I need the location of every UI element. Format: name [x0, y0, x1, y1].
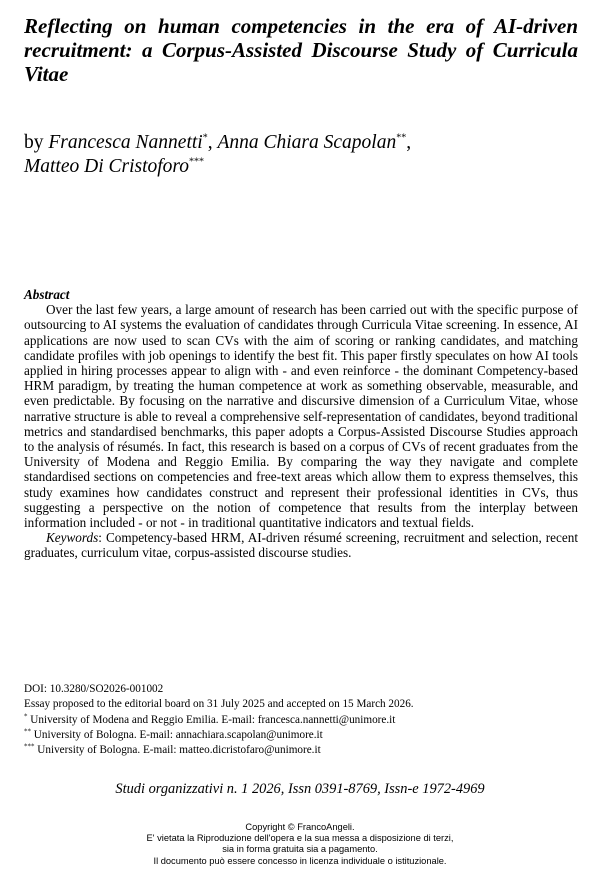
article-metadata	[24, 682, 578, 758]
copyright-line: Copyright © FrancoAngeli.	[245, 822, 355, 832]
keywords-paragraph	[24, 530, 578, 560]
affiliation-mark: *	[24, 711, 28, 720]
affiliation	[24, 728, 578, 743]
copyright-line: Il documento può essere concesso in licenza individuale o istituzionale.	[153, 855, 447, 866]
copyright-notice	[0, 822, 600, 867]
affiliation	[24, 713, 578, 728]
author-separator: ,	[406, 132, 412, 153]
affiliation-mark: **	[24, 727, 31, 736]
abstract-section	[24, 287, 578, 561]
paper-title: Reflecting on human competencies in the era of AI-driven recruitment: a Corpus-Assisted Discourse Study of Curricula Vitae	[24, 14, 578, 86]
author-name: Francesca Nannetti	[48, 132, 203, 153]
affiliation-text: University of Bologna. E-mail: annachiara.scapolan@unimore.it	[31, 728, 323, 741]
journal-citation: Studi organizzativi n. 1 2026, Issn 0391-8769, Issn-e 1972-4969	[115, 781, 485, 797]
doi: DOI: 10.3280/SO2026-001002	[24, 683, 164, 695]
abstract-heading: Abstract	[24, 287, 70, 302]
author-mark: **	[396, 132, 407, 144]
author-mark: ***	[189, 156, 205, 168]
affiliation	[24, 743, 578, 758]
author-separator: ,	[207, 132, 218, 153]
author-mark: *	[202, 132, 208, 144]
affiliation-mark: ***	[24, 742, 35, 751]
copyright-line: sia in forma gratuita sia a pagamento.	[222, 844, 378, 855]
affiliation-text: University of Modena and Reggio Emilia. E-mail: francesca.nannetti@unimore.it	[27, 713, 396, 726]
author-byline	[24, 131, 578, 179]
keywords-list: : Competency-based HRM, AI-driven résumé screening, recruitment and selection, recent graduates, curriculum vitae, corpus-assisted discourse studies.	[24, 530, 578, 561]
affiliation-text: University of Bologna. E-mail: matteo.dicristofaro@unimore.it	[34, 744, 321, 757]
keywords-label: Keywords	[46, 530, 99, 546]
byline-prefix: by	[24, 132, 44, 153]
author-name: Anna Chiara Scapolan	[217, 132, 397, 153]
copyright-line: E' vietata la Riproduzione dell'opera e la sua messa a disposizione di terzi,	[146, 833, 454, 844]
abstract-text: Over the last few years, a large amount of research has been carried out with the specific purpose of outsourcing to AI systems the evaluation of candidates through Curricula Vitae screening. In essence, AI applications are now used to scan CVs with the aim of scoring or ranking candidates, and matching candidate profiles with job openings to identify the best fit. This paper firstly speculates on how AI tools applied in hiring processes appear to align with - and even reinforce - the dominant Competency-based HRM paradigm, by treating the human competence at work as something observable, measurable, and even predictable. By focusing on the narrative and discursive dimension of a Curriculum Vitae, whose narrative structure is able to reveal a comprehensive self-representation of candidates, beyond traditional metrics and standardised benchmarks, this paper adopts a Corpus-Assisted Discourse Studies approach to the analysis of résumés. In fact, this research is based on a corpus of CVs of recent graduates from the University of Modena and Reggio Emilia. By comparing the way they navigate and complete standardised sections on competencies and free-text areas which allow them to express themselves, this study examines how candidates construct and represent their professional identities in CVs, thus suggesting a perspective on the notion of competence that results from the interplay between information included - or not - in traditional quantitative indicators and textual fields.	[24, 302, 578, 531]
author-name: Matteo Di Cristoforo	[24, 156, 190, 177]
submission-note: Essay proposed to the editorial board on 31 July 2025 and accepted on 15 March 2026.	[24, 698, 414, 711]
